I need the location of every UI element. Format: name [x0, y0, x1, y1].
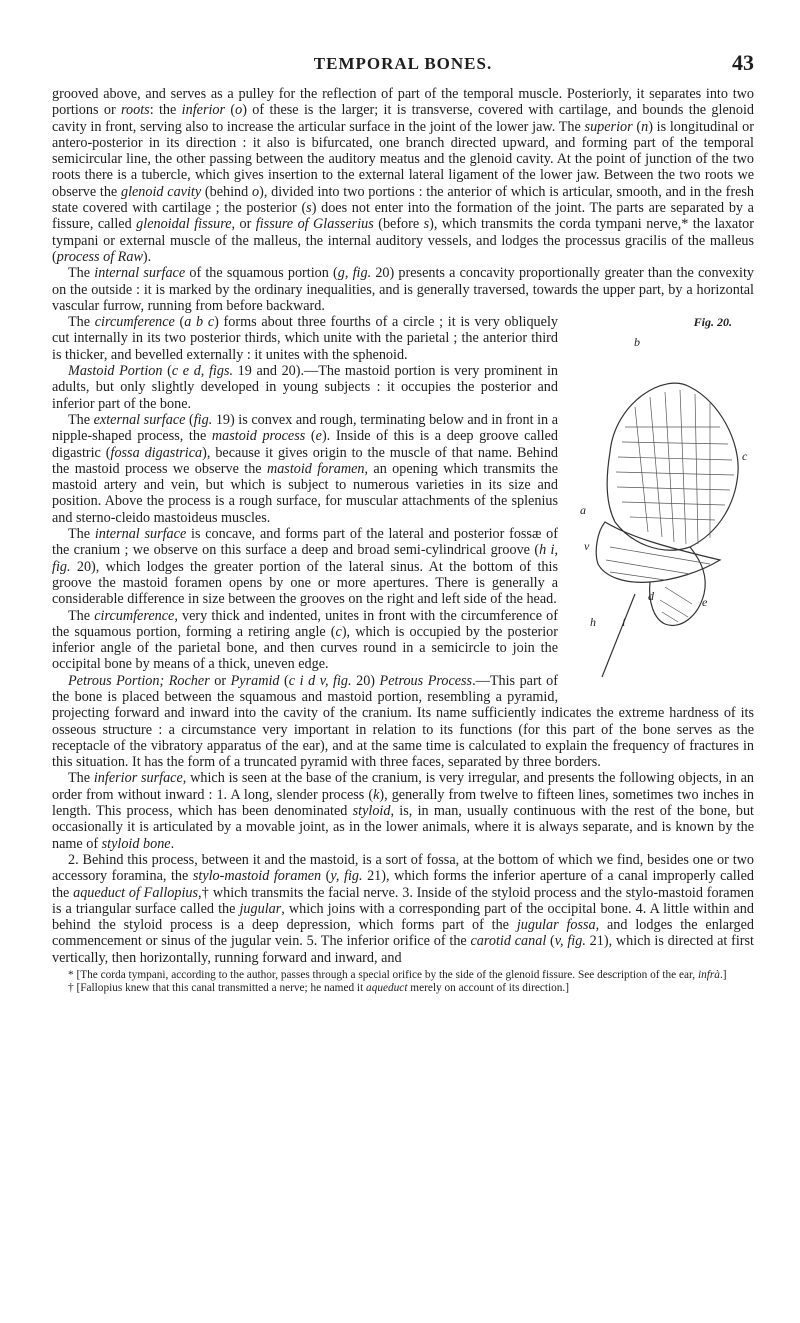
text-run: (: [546, 933, 555, 950]
text-run: (: [279, 672, 289, 689]
text-run: 20), which lodges the greater portion of the lateral sinus. At the bottom of this groove the mastoid foramen opens by one or more apertures. There is generally a considerable difference in size between the grooves on the right and left side of the head.: [52, 558, 558, 608]
italic-text: superior: [584, 118, 633, 135]
italic-text: infrà: [697, 969, 720, 982]
italic-text: jugular: [239, 900, 282, 917]
italic-text: Pyramid: [230, 672, 280, 689]
text-run: 21), which forms the inferior aperture of a canal improperly called the: [52, 868, 754, 901]
figure-20: [570, 314, 754, 694]
italic-text: fissure of Glasserius: [255, 216, 374, 233]
text-run: ) does not enter into the formation of the joint. The parts are separated by a fissure, called: [52, 200, 754, 233]
text-run: (: [305, 428, 316, 445]
paragraph-p9: [52, 770, 754, 851]
text-run: 21), which is directed at first vertically, then horizontally, running forward and inward, and: [52, 933, 754, 966]
text-run: , is, in man, usually continuous with the rest of the bone, but occasionally it is articulated by a movable joint, as in the lower animals, where it is always separate, and is known by the name of: [52, 803, 754, 852]
text-run: , which is seen at the base of the cranium, is very irregular, and presents the following objects, in an order from without inward : 1. A long, slender process (: [52, 770, 754, 803]
italic-text: o: [252, 183, 260, 200]
paragraph-p1: [52, 86, 754, 265]
paragraph-p10: [52, 852, 754, 966]
italic-text: styloid: [352, 803, 391, 820]
italic-text: c i d v, fig.: [288, 672, 352, 689]
italic-text: glenoidal fissure: [136, 216, 232, 233]
text-run: The: [68, 314, 95, 331]
italic-text: v, fig.: [554, 933, 586, 950]
italic-text: aqueduct: [366, 982, 408, 995]
italic-text: a b c: [184, 314, 215, 331]
figure-letter-v: v: [584, 539, 590, 554]
text-run: (: [185, 411, 194, 428]
italic-text: stylo-mastoid foramen: [192, 868, 322, 885]
italic-text: Petrous Portion; Rocher: [68, 672, 210, 689]
footnote-2: [52, 982, 754, 995]
figure-letter-i: i: [622, 615, 626, 630]
text-run: The: [68, 607, 95, 624]
footnote-1: [52, 969, 754, 982]
italic-text: s: [423, 216, 430, 233]
text-run: ,† which transmits the facial nerve. 3. Inside of the styloid process and the stylo-mastoid foramen is a triangular surface called the: [52, 884, 754, 917]
text-run: is concave, and forms part of the lateral and posterior fossæ of the cranium ; we observe on this surface a deep and broad semi-cylindrical groove (: [52, 526, 558, 559]
figure-letter-a: a: [580, 503, 586, 518]
figure-letter-h: h: [590, 615, 596, 630]
italic-text: c e d, figs.: [171, 363, 234, 380]
italic-text: aqueduct of Fallopius: [73, 884, 199, 901]
italic-text: o: [235, 102, 243, 119]
text-run: (: [225, 102, 236, 119]
italic-text: Petrous Process: [379, 672, 473, 689]
italic-text: n: [641, 118, 649, 135]
italic-text: e: [315, 428, 322, 445]
italic-text: y, fig.: [330, 868, 363, 885]
page-number: 43: [732, 50, 754, 75]
text-run: (: [162, 363, 172, 380]
text-run: ), which is occupied by the posterior inferior angle of the parietal bone, and then curves round in a semicircle to join the occipital bone by means of a thick, uneven edge.: [52, 623, 558, 673]
figure-letter-c: c: [742, 449, 748, 464]
text-run: 20): [351, 672, 380, 689]
figure-letter-e: e: [702, 595, 708, 610]
text-run: (before: [373, 216, 424, 233]
italic-text: styloid bone: [101, 835, 171, 852]
text-run: .]: [719, 969, 727, 982]
page: [52, 52, 754, 995]
running-title: TEMPORAL BONES.: [313, 54, 493, 73]
text-run: The: [68, 411, 94, 428]
figure-letter-d: d: [648, 589, 654, 604]
text-run: The: [68, 265, 95, 282]
text-run: , and lodges the enlarged commencement or sinus of the jugular vein. 5. The inferior orifice of the: [52, 917, 754, 950]
text-run: 19) is convex and rough, terminating below and in front in a nipple-shaped process, the: [52, 411, 558, 445]
text-run: ), generally from twelve to fifteen lines, sometimes two inches in length. This process, which has been denominated: [52, 786, 754, 820]
italic-text: external surface: [93, 411, 186, 428]
italic-text: fig.: [193, 411, 213, 428]
text-run: (: [632, 118, 642, 135]
italic-text: process of Raw: [56, 248, 143, 265]
figure-letter-b: b: [634, 335, 640, 350]
text-run: merely on account of its direction.]: [407, 982, 570, 995]
temporal-bone-illustration: [570, 332, 754, 694]
italic-text: circumference: [94, 314, 175, 331]
paragraph-p2: [52, 265, 754, 314]
text-run: : the: [149, 102, 182, 119]
text-run: 20) presents a concavity proportionally greater than the convexity on the outside : it is marked by the ordinary inequalities, and is generally traversed, towards the upper part, by a horizontal vascular furrow, running from before backward.: [52, 265, 754, 314]
text-run: ), because it gives origin to the muscle of that name. Behind the mastoid process we observe the: [52, 444, 559, 477]
text-run: .: [170, 835, 175, 852]
text-run: ) forms about three fourths of a circle ; it is very obliquely cut internally in its two posterior thirds, which unite with the parietal ; the anterior third is thicker, and bevelled externally : it unites with the sphenoid.: [52, 314, 558, 363]
text-run: grooved above, and serves as a pulley for the reflection of part of the temporal muscle. Posteriorly, it separates into two portions or: [52, 86, 754, 119]
italic-text: circumference: [94, 607, 175, 624]
italic-text: carotid canal: [470, 933, 547, 950]
text-run: , or: [231, 216, 256, 233]
italic-text: jugular fossa: [516, 917, 596, 934]
text-run: * [The corda tympani, according to the author, passes through a special orifice by the side of the glenoid fissure. See description of the ear,: [68, 969, 698, 982]
italic-text: roots: [121, 102, 150, 119]
text-run: 19 and 20).—The mastoid portion is very prominent in adults, but only slightly developed in young subjects : it occupies the posterior and inferior part of the bone.: [52, 363, 559, 412]
italic-text: fossa digastrica: [110, 444, 203, 461]
text-run: , very thick and indented, unites in front with the circumference of the squamous portion, forming a retiring angle (: [52, 607, 558, 640]
petrous-outline: [596, 522, 720, 582]
text-run: 2. Behind this process, between it and the mastoid, is a sort of fossa, at the bottom of which we find, besides one or two accessory foramina, the: [52, 851, 754, 885]
text-run: The: [68, 770, 94, 787]
italic-text: internal surface: [94, 265, 186, 282]
text-run: † [Fallopius knew that this canal transmitted a nerve; he named it: [68, 982, 367, 995]
italic-text: k: [373, 786, 380, 803]
italic-text: c: [335, 623, 342, 640]
text-run: (: [321, 868, 331, 885]
styloid-line: [602, 594, 635, 677]
text-run: , an opening which transmits the mastoid artery and vein, but which is subject to numerous varieties in its size and position. Above the process is a rough surface, for muscular attachments of the splenius and sterno-cleido mastoideus muscles.: [52, 460, 558, 526]
italic-text: inferior: [181, 102, 226, 119]
text-run: ), which transmits the corda tympani nerve,* the laxator tympani or external muscle of the malleus, the internal auditory vessels, and lodges the processus gracilis of the malleus (: [52, 216, 754, 265]
page-header: [52, 52, 754, 82]
footnotes: [52, 969, 754, 995]
italic-text: Mastoid Portion: [68, 363, 163, 380]
text-run: , which joins with a corresponding part of the occipital bone. 4. A little within and behind the styloid process is a deep depression, which forms part of the: [52, 900, 754, 934]
italic-text: internal surface: [94, 526, 187, 543]
text-run: ).: [142, 248, 152, 265]
italic-text: mastoid process: [211, 428, 306, 445]
italic-text: inferior surface: [93, 770, 183, 787]
italic-text: g, fig.: [337, 265, 372, 282]
body-text: [52, 86, 754, 966]
text-run: ), divided into two portions : the anterior of which is articular, smooth, and in the fresh state covered with cartilage ; the posterior (: [52, 183, 754, 217]
italic-text: h i, fig.: [52, 542, 558, 575]
figure-label: Fig. 20.: [693, 315, 732, 330]
text-run: ) of these is the larger; it is transverse, covered with cartilage, and bounds the glenoid cavity in front, serving also to increase the articular surface in the joint of the lower jaw. The: [52, 102, 754, 135]
text-run: (: [174, 314, 185, 331]
text-run: ). Inside of this is a deep groove called digastric (: [52, 428, 558, 461]
text-run: (behind: [201, 183, 253, 200]
text-run: or: [209, 672, 231, 689]
text-run: of the squamous portion (: [185, 265, 338, 282]
text-run: ) is longitudinal or antero-posterior in its direction : it also is bifurcated, one branch directed upward, and forming part of the temporal semicircular line, the other passing between the auditory meatus and the glenoid cavity. At the point of junction of the two roots there is a tubercle, which gives insertion to the external lateral ligament of the lower jaw. Between the two roots we observe the: [52, 118, 754, 200]
text-run: .—This part of the bone is placed between the squamous and mastoid portion, resembling a pyramid, projecting forward and inward into the cavity of the cranium. Its name sufficiently indicates the extreme hardness of its osseous structure : a circumstance very important in relation to its functions (for this part of the bone serves as the receptacle of the vibratory apparatus of the ear), and at the same time is calculated to explain the frequency of fractures in this situation. It has the form of a truncated pyramid with three faces, separated by three borders.: [52, 672, 754, 771]
italic-text: s: [306, 200, 312, 217]
text-run: The: [68, 526, 95, 543]
italic-text: glenoid cavity: [120, 183, 202, 200]
italic-text: mastoid foramen: [266, 460, 365, 477]
